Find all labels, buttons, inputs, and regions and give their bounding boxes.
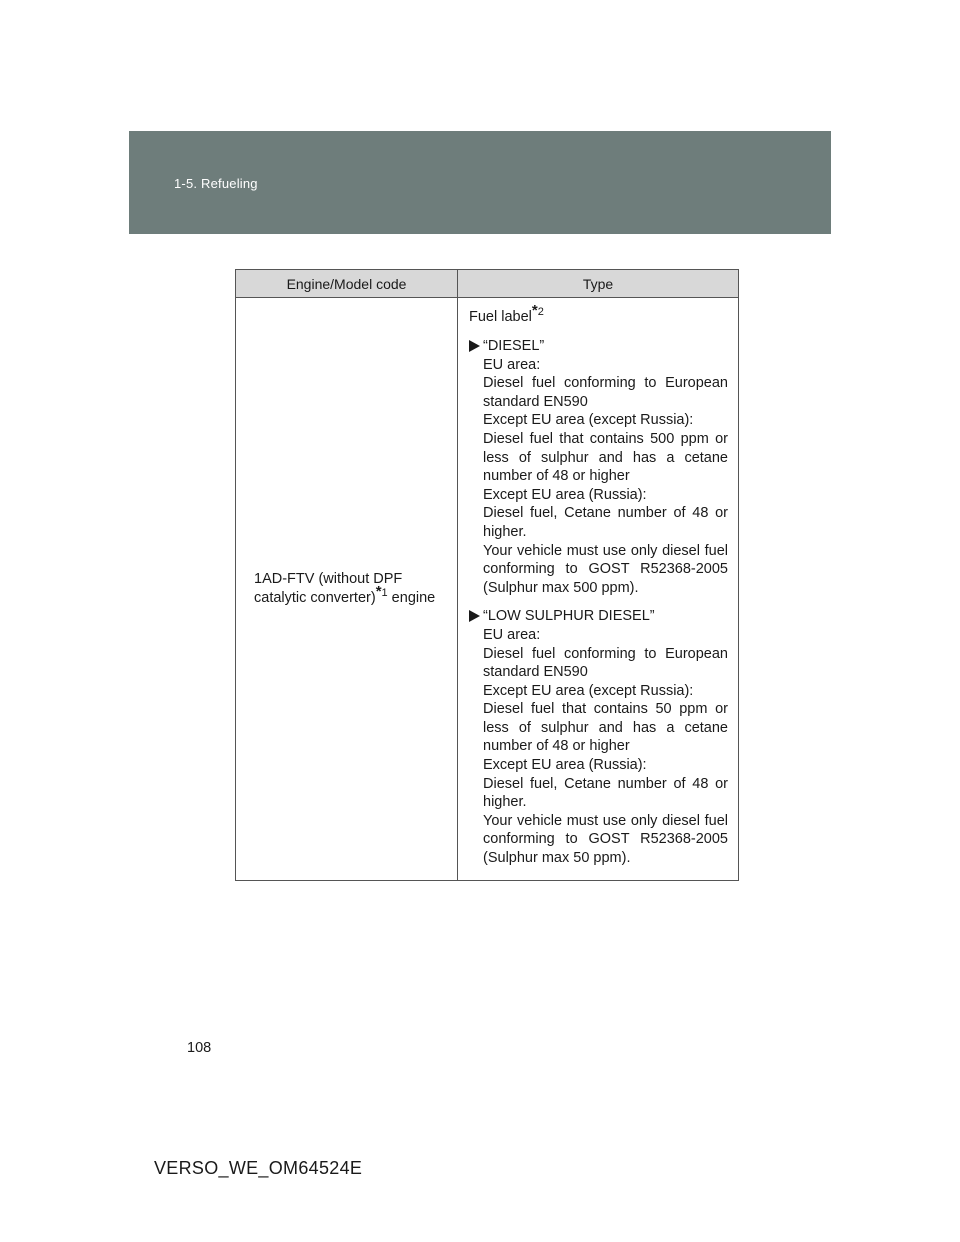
fuel-option-line: Diesel fuel conforming to European standard EN590	[483, 645, 728, 681]
fuel-type-table	[235, 269, 739, 881]
fuel-option-low-sulphur-diesel	[469, 607, 728, 867]
document-code: VERSO_WE_OM64524E	[154, 1158, 363, 1178]
engine-suffix: engine	[387, 589, 436, 606]
fuel-option-title: “DIESEL”	[483, 338, 545, 354]
fuel-option-line: Except EU area (except Russia):	[483, 682, 694, 699]
section-header-band	[129, 131, 831, 234]
column-header-type: Type	[458, 270, 739, 298]
table-header-row	[236, 270, 739, 298]
engine-cell	[236, 298, 458, 881]
triangle-bullet-icon	[469, 610, 480, 622]
fuel-option-line: Diesel fuel, Cetane number of 48 or higher.	[483, 775, 728, 811]
fuel-option-line: Diesel fuel that contains 500 ppm or less of sulphur and has a cetane number of 48 or higher	[483, 430, 728, 485]
fuel-option-line: Your vehicle must use only diesel fuel conforming to GOST R52368-2005 (Sulphur max 50 ppm).	[483, 812, 728, 867]
footnote-ref-1: *1	[375, 582, 388, 600]
fuel-option-line: Your vehicle must use only diesel fuel conforming to GOST R52368-2005 (Sulphur max 500 ppm).	[483, 542, 728, 596]
fuel-option-line: Except EU area (Russia):	[483, 757, 647, 774]
fuel-option-line: Except EU area (Russia):	[483, 486, 647, 503]
type-cell	[458, 298, 739, 881]
fuel-option-line: EU area:	[483, 626, 541, 643]
fuel-option-title: “LOW SULPHUR DIESEL”	[483, 608, 655, 625]
engine-code	[236, 570, 457, 608]
page-number: 108	[187, 1040, 212, 1056]
fuel-option-line: Except EU area (except Russia):	[483, 412, 694, 429]
fuel-option-line: EU area:	[483, 356, 541, 373]
footnote-ref-2: *2	[531, 302, 544, 320]
engine-line-1: 1AD-FTV (without DPF	[254, 570, 403, 587]
triangle-bullet-icon	[469, 340, 480, 352]
fuel-option-line: Diesel fuel, Cetane number of 48 or higher.	[483, 505, 728, 540]
engine-line-2: catalytic converter)	[254, 589, 376, 606]
fuel-option-line: Diesel fuel conforming to European standard EN590	[483, 375, 728, 410]
section-title: 1-5. Refueling	[174, 176, 258, 191]
fuel-option-diesel	[469, 337, 728, 597]
fuel-label-heading: Fuel label$^{*2}$	[469, 302, 544, 325]
column-header-engine: Engine/Model code	[236, 270, 458, 298]
fuel-option-line: Diesel fuel that contains 50 ppm or less of sulphur and has a cetane number of 48 or higher	[483, 701, 728, 755]
table-row	[236, 298, 739, 881]
